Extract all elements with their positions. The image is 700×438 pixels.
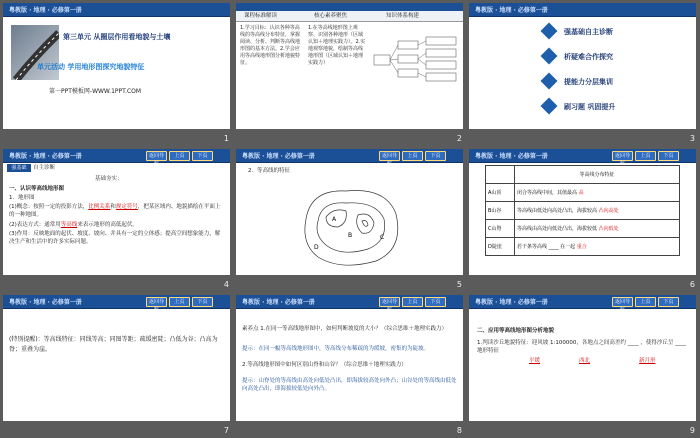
table-row <box>486 220 680 238</box>
keyword-2: 西北 <box>579 358 591 364</box>
line-5: (3)作用：反映地面的起伏、坡度、坡向、并具有一定的立体感；提高空间想象能力，解决生产和生活中的许多实际问题。 <box>9 231 221 245</box>
back-button[interactable]: 返回导航 <box>146 297 167 307</box>
slide-6-header <box>469 149 696 167</box>
nav-item-1[interactable]: 强基础自主诊断 <box>564 28 613 36</box>
line-3-c: ，把某区域内、地貌描绘在平面上的一种地图。 <box>9 204 221 218</box>
slide-8 <box>236 295 463 421</box>
row-text: 若干条等高线 ____ 在一起 <box>517 244 576 250</box>
unit-title: 第三单元 从圈层作用看地貌与土壤 <box>63 33 171 41</box>
back-button[interactable]: 返回导航 <box>612 151 633 161</box>
slide-3 <box>469 3 696 129</box>
row-label: B山谷 <box>486 202 515 220</box>
slide-2 <box>236 3 463 129</box>
keyword-1: 平缓 <box>529 358 541 364</box>
line-2: 1．地形图 <box>9 195 35 201</box>
row-label: D陡崖 <box>486 238 515 256</box>
slide-number: 9 <box>689 426 695 435</box>
slide-thumb-1[interactable] <box>0 0 233 146</box>
back-button[interactable]: 返回导航 <box>146 151 167 161</box>
prev-button[interactable]: 上页 <box>402 151 423 161</box>
back-button[interactable]: 返回导航 <box>379 151 400 161</box>
prev-button[interactable]: 上页 <box>635 297 656 307</box>
slide-5-header <box>236 149 463 167</box>
section-title: 2．等高线的特征 <box>248 168 290 174</box>
road-icon <box>11 25 59 80</box>
answer-2: 提示：山脊处的等高线由高处向低处凸出，即海拔较高处向外凸；山谷处的等高线由低处向高处凸出，即海拔较低处向外凸。 <box>242 378 457 392</box>
peak-a-label: A <box>332 216 337 223</box>
row-answer: 重合 <box>576 244 587 250</box>
line-3 <box>9 203 224 219</box>
slide-thumb-2[interactable] <box>233 0 466 146</box>
knowledge-diagram <box>372 35 460 93</box>
row-text: 等高线由低处向高处凸出，海拔较高 <box>517 208 598 214</box>
row-text: 闭合等高线中间，其值最高 <box>517 190 578 196</box>
slide-7-header <box>3 295 230 313</box>
section-tag: 强基础 <box>7 164 31 172</box>
peak-b-label: B <box>348 232 353 239</box>
tip-text: (特别提醒)：等高线特征：同线等高；同图等距；疏缓密陡；凸低为谷；凸高为脊；重叠为崖。 <box>9 336 218 353</box>
line-3-a: (1)概念：按照一定的投影方法， <box>9 204 89 210</box>
diamond-icon <box>541 23 558 40</box>
slide-thumb-4[interactable] <box>0 146 233 292</box>
road-image <box>11 25 59 80</box>
row-answer: 高 <box>578 190 584 196</box>
slide-number: 4 <box>223 280 229 289</box>
header-title: 粤教版 · 地理 · 必修第一册 <box>475 153 548 160</box>
next-button[interactable]: 下页 <box>192 297 213 307</box>
header-title: 粤教版 · 地理 · 必修第一册 <box>9 299 82 306</box>
header-title: 粤教版 · 地理 · 必修第一册 <box>242 153 315 160</box>
slide-3-header <box>469 3 696 17</box>
peak-c-label: C <box>380 234 385 241</box>
nav-item-3[interactable]: 提能力分层集训 <box>564 78 613 86</box>
header-title: 粤教版 · 地理 · 必修第一册 <box>9 7 82 14</box>
header-title: 粤教版 · 地理 · 必修第一册 <box>475 299 548 306</box>
slide-number: 3 <box>689 134 695 143</box>
basic-title: 基础夯实： <box>95 176 123 182</box>
line-4 <box>9 221 224 229</box>
row-label: C山脊 <box>486 220 515 238</box>
activity-title: 单元活动 学用地形图探究地貌特征 <box>37 63 145 71</box>
prev-button[interactable]: 上页 <box>169 297 190 307</box>
next-button[interactable]: 下页 <box>425 297 446 307</box>
slide-1-header <box>3 3 230 17</box>
slide-thumb-9[interactable] <box>466 292 699 438</box>
table-row <box>486 202 680 220</box>
slide-thumb-3[interactable] <box>466 0 699 146</box>
keyword-3: 等高线 <box>60 222 78 228</box>
template-text: 第一PPT模板网-WWW.1PPT.COM <box>49 88 142 95</box>
peak-d-label: D <box>314 244 319 251</box>
diamond-icon <box>541 98 558 115</box>
slide-8-header <box>236 295 463 313</box>
slide-number: 7 <box>223 426 229 435</box>
header-standard: 课程标准解读 <box>244 13 278 19</box>
next-button[interactable]: 下页 <box>192 151 213 161</box>
next-button[interactable]: 下页 <box>425 151 446 161</box>
slide-thumb-7[interactable] <box>0 292 233 438</box>
table-header: 等高线分布特征 <box>515 166 680 184</box>
slide-thumb-5[interactable] <box>233 146 466 292</box>
next-button[interactable]: 下页 <box>658 297 679 307</box>
slide-1 <box>3 3 230 129</box>
slide-4 <box>3 149 230 275</box>
diamond-icon <box>541 48 558 65</box>
prev-button[interactable]: 上页 <box>169 151 190 161</box>
contour-map <box>296 179 406 269</box>
question-1: 素养点 1.在同一等高线地形图中，如何判断坡度的大小？（综合思维＋地理实践力） <box>242 326 447 332</box>
question-2: 2.等高线地形图中如何区别山脊和山谷？（综合思维＋地理实践力） <box>242 362 407 368</box>
table-row <box>486 184 680 202</box>
column-headers <box>236 11 463 22</box>
row-text: 等高线由高处向低处凸出，海拔较低 <box>517 226 598 232</box>
line-1: 1.判读沙丘地貌特征：迎风坡 1:100000，各地点之间高差约 ____ ，使得沙丘呈 ____ 地形特征 <box>477 340 687 354</box>
next-button[interactable]: 下页 <box>658 151 679 161</box>
line-3-b: 和 <box>110 204 116 210</box>
prev-button[interactable]: 上页 <box>402 297 423 307</box>
header-title: 粤教版 · 地理 · 必修第一册 <box>475 7 548 14</box>
row-answer: 凸向低处 <box>598 226 619 232</box>
keyword-1: 比例关系 <box>88 204 111 210</box>
header-title: 粤教版 · 地理 · 必修第一册 <box>242 299 315 306</box>
prev-button[interactable]: 上页 <box>635 151 656 161</box>
back-button[interactable]: 返回导航 <box>612 297 633 307</box>
header-title: 粤教版 · 地理 · 必修第一册 <box>9 153 82 160</box>
slide-number: 1 <box>223 134 229 143</box>
slide-number: 8 <box>456 426 462 435</box>
slide-thumb-8[interactable] <box>233 292 466 438</box>
back-button[interactable]: 返回导航 <box>379 297 400 307</box>
slide-6 <box>469 149 696 275</box>
header-literacy: 核心素养聚焦 <box>314 13 348 19</box>
slide-thumb-6[interactable] <box>466 146 699 292</box>
row-answer: 凸向高处 <box>598 208 619 214</box>
standard-text: 1.学习目标：认识各种等高线的等高线分布特征，掌握阅读、分析、判断等高线地形图的基本方法。2.学会应用等高线地形图分析地貌特征。 <box>240 25 301 66</box>
literacy-text: 1.在等高线地形图上观察、识别各种地形（区域认知＋地理实践力）。2.实地观察地貌，绘制等高线地形图（区域认知＋地理实践力） <box>308 25 366 66</box>
slide-2-topbar <box>236 3 463 11</box>
slide-9-header <box>469 295 696 313</box>
slide-number: 5 <box>456 280 462 289</box>
section-title: 二、应用等高线地形图分析地貌 <box>477 328 555 334</box>
slide-number: 2 <box>456 134 462 143</box>
line-1: 一、认识等高线地形图 <box>9 186 65 192</box>
keyword-2: 规定符号 <box>115 204 138 210</box>
table-row <box>486 238 680 256</box>
section-tag-sub: 自主诊断 <box>33 165 56 171</box>
row-label: A山顶 <box>486 184 515 202</box>
slide-7 <box>3 295 230 421</box>
line-4-a: (2)表达方式：通常用 <box>9 222 61 228</box>
slide-9 <box>469 295 696 421</box>
slide-5 <box>236 149 463 275</box>
answer-1: 提示：在同一幅等高线地形图中，等高线分布稀疏的为缓坡，密集的为陡坡。 <box>242 346 430 352</box>
keyword-3: 新月形 <box>639 358 656 364</box>
slide-number: 6 <box>689 280 695 289</box>
line-4-b: 来表示地形的高低起伏。 <box>77 222 138 228</box>
header-knowledge: 知识体系构建 <box>386 13 420 19</box>
nav-item-4[interactable]: 刷习题 巩固提升 <box>564 103 616 111</box>
contour-table <box>485 165 680 256</box>
nav-item-2[interactable]: 析疑难合作探究 <box>564 53 613 61</box>
diamond-icon <box>541 73 558 90</box>
slide-4-header <box>3 149 230 167</box>
